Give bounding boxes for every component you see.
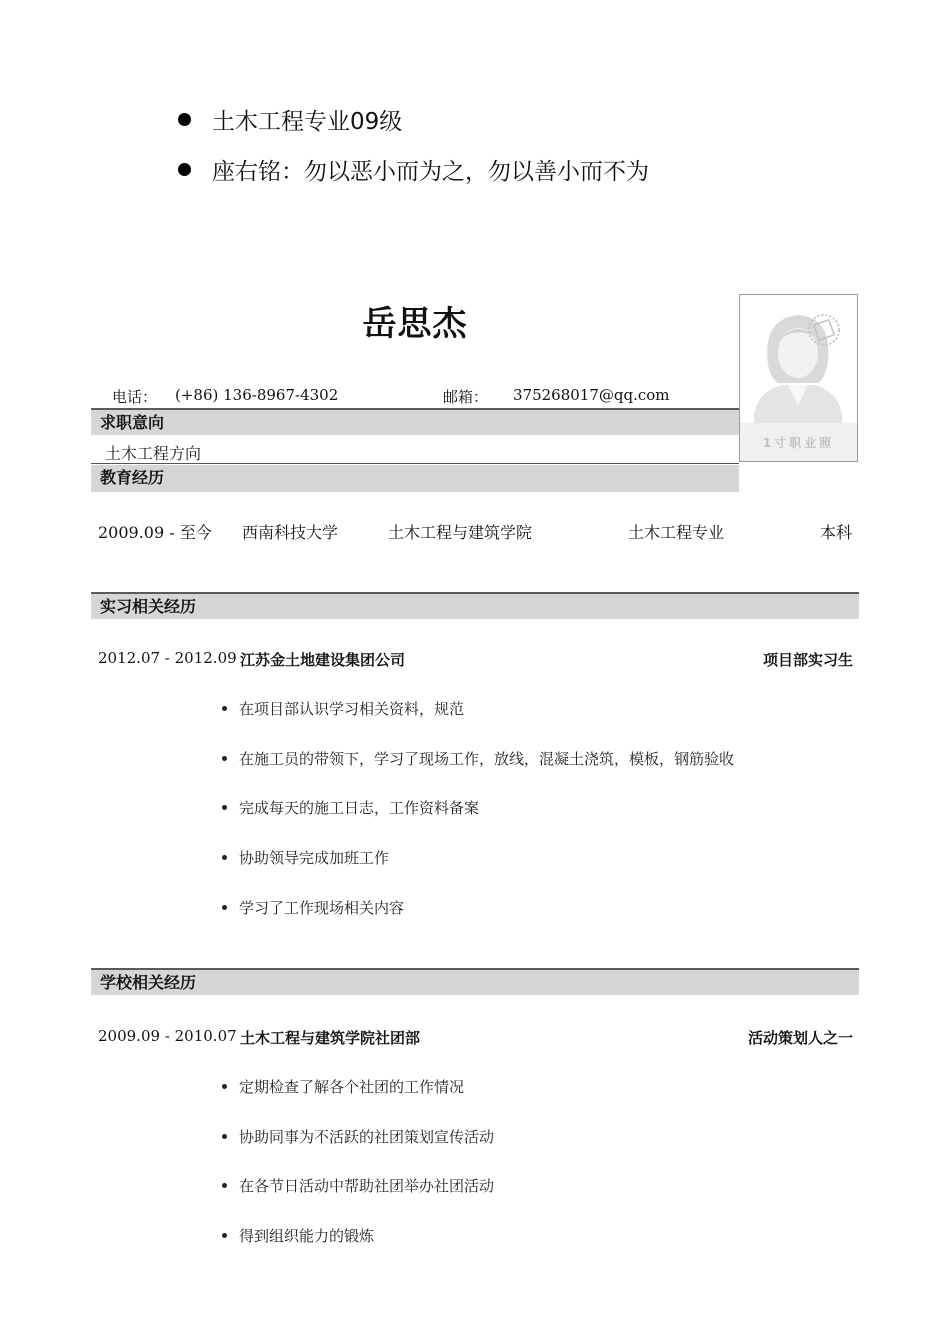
list-item: 在项目部认识学习相关资料，规范: [222, 698, 464, 719]
bullet-dot: [222, 1134, 227, 1139]
internship-period: 2012.07 - 2012.09: [98, 649, 237, 667]
education-period: 2009.09 - 至今: [98, 523, 212, 542]
school-period: 2009.09 - 2010.07: [98, 1027, 237, 1045]
bullet-dot: [222, 855, 227, 860]
major-text: 土木工程专业09级: [212, 109, 403, 135]
resume-name: 岳思杰: [362, 304, 468, 344]
profile-photo: [739, 294, 858, 462]
list-item: 得到组织能力的锻炼: [222, 1225, 374, 1246]
bullet-dot: [222, 756, 227, 761]
email-value: 375268017@qq.com: [513, 386, 670, 404]
list-item: 完成每天的施工日志，工作资料备案: [222, 797, 479, 818]
section-internship-title: 实习相关经历: [91, 592, 859, 619]
email-label: 邮箱：: [443, 388, 489, 406]
education-school: 西南科技大学: [242, 523, 339, 542]
objective-text: 土木工程方向: [105, 444, 202, 463]
divider: [91, 463, 739, 464]
section-objective-title: 求职意向: [91, 408, 739, 435]
bullet-dot: [178, 113, 191, 126]
education-degree: 本科: [820, 523, 853, 542]
list-item: 协助领导完成加班工作: [222, 847, 389, 868]
education-major: 土木工程专业: [628, 523, 725, 542]
internship-role: 项目部实习生: [762, 651, 853, 669]
section-education-title: 教育经历: [91, 465, 739, 492]
education-college: 土木工程与建筑学院: [388, 523, 533, 542]
list-item: 学习了工作现场相关内容: [222, 897, 404, 918]
school-org: 土木工程与建筑学院社团部: [240, 1029, 421, 1047]
bullet-dot: [222, 1183, 227, 1188]
bullet-dot: [222, 1084, 227, 1089]
phone-label: 电话：: [112, 388, 158, 406]
list-item: 协助同事为不活跃的社团策划宣传活动: [222, 1126, 494, 1147]
phone-value: (+86) 136-8967-4302: [175, 386, 339, 404]
bullet-dot: [222, 805, 227, 810]
photo-caption: 1寸职业照: [762, 436, 835, 450]
motto-text: 座右铭：勿以恶小而为之，勿以善小而不为: [212, 159, 649, 185]
bullet-dot: [178, 163, 191, 176]
school-role: 活动策划人之一: [747, 1029, 853, 1047]
internship-org: 江苏金土地建设集团公司: [240, 651, 406, 669]
bullet-dot: [222, 706, 227, 711]
bullet-dot: [222, 905, 227, 910]
header-bullet-motto: [178, 153, 649, 186]
list-item: 在施工员的带领下，学习了现场工作，放线，混凝土浇筑，模板，钢筋验收: [222, 748, 734, 769]
section-school-title: 学校相关经历: [91, 968, 859, 995]
header-bullet-major: [178, 103, 402, 136]
bullet-dot: [222, 1233, 227, 1238]
list-item: 在各节日活动中帮助社团举办社团活动: [222, 1175, 494, 1196]
list-item: 定期检查了解各个社团的工作情况: [222, 1076, 464, 1097]
